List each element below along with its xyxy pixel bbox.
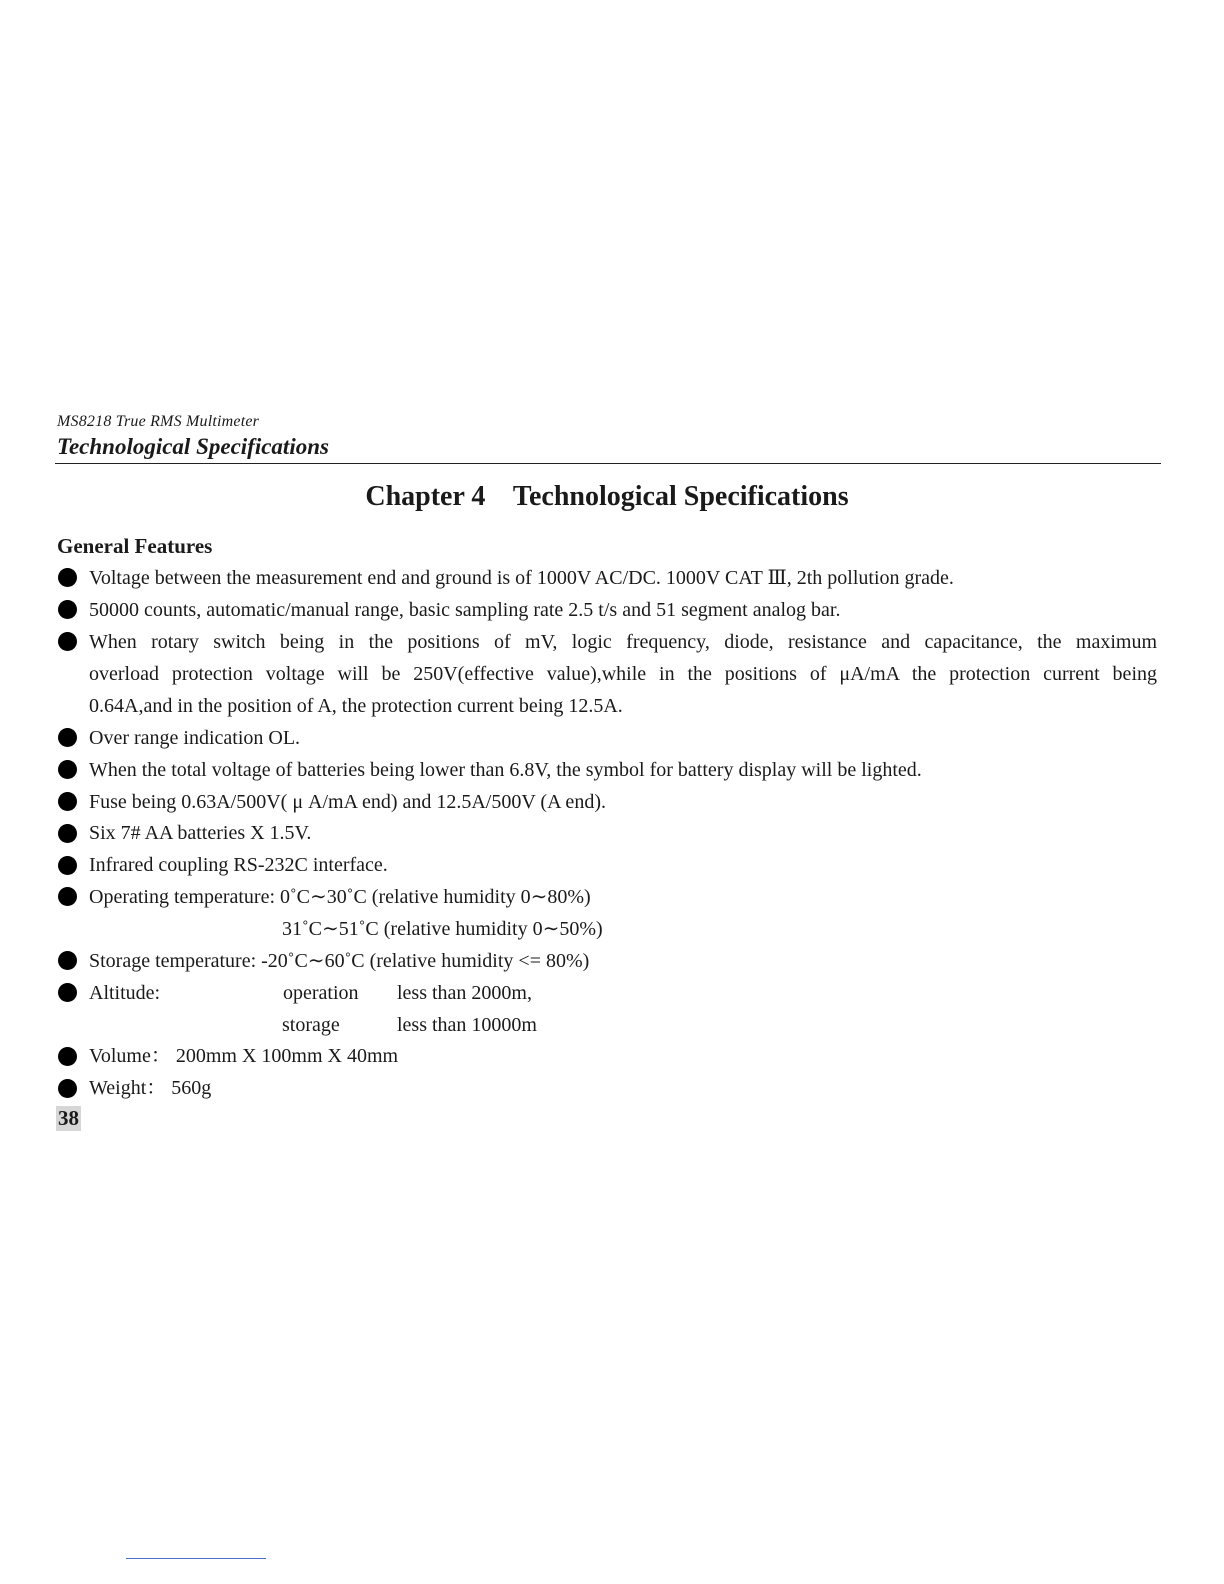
bullet-icon	[58, 887, 77, 906]
list-item: Infrared coupling RS-232C interface.	[89, 854, 388, 876]
altitude-value: less than 10000m	[397, 1014, 537, 1036]
list-item-line: 0.64A,and in the position of A, the protection current being 12.5A.	[89, 695, 623, 717]
chapter-title: Chapter 4 Technological Specifications	[365, 481, 849, 512]
bullet-icon	[58, 951, 77, 970]
footer-link-rule	[126, 1558, 266, 1559]
list-item: Weight： 560g	[89, 1077, 212, 1099]
altitude-mode: storage	[282, 1014, 340, 1036]
general-features-heading: General Features	[57, 534, 213, 558]
altitude-label: Altitude:	[89, 982, 161, 1004]
list-item-line: When rotary switch being in the positions of mV, logic frequency, diode, resistance and capacitance, the maximum	[89, 631, 1157, 653]
list-item: When the total voltage of batteries being lower than 6.8V, the symbol for battery display will be lighted.	[89, 759, 922, 781]
bullet-icon	[58, 824, 77, 843]
bullet-icon	[58, 600, 77, 619]
bullet-icon	[58, 760, 77, 779]
altitude-value: less than 2000m,	[397, 982, 532, 1004]
altitude-mode: operation	[283, 982, 359, 1004]
list-item: Operating temperature: 0˚C∼30˚C (relative humidity 0∼80%)	[89, 886, 591, 908]
list-item: Fuse being 0.63A/500V( μ A/mA end) and 12.5A/500V (A end).	[89, 791, 606, 813]
list-item: Over range indication OL.	[89, 727, 301, 749]
bullet-icon	[58, 983, 77, 1002]
bullet-icon	[58, 792, 77, 811]
section-title: Technological Specifications	[57, 434, 329, 459]
list-item-line: overload protection voltage will be 250V(effective value),while in the positions of μA/mA the protection current being	[89, 663, 1157, 685]
bullet-icon	[58, 1079, 77, 1098]
page-number: 38	[58, 1106, 79, 1130]
bullet-icon	[58, 632, 77, 651]
list-item: Volume： 200mm X 100mm X 40mm	[89, 1045, 399, 1067]
list-item-continuation: 31˚C∼51˚C (relative humidity 0∼50%)	[282, 918, 603, 940]
list-item: Storage temperature: -20˚C∼60˚C (relative humidity <= 80%)	[89, 950, 590, 972]
running-title: MS8218 True RMS Multimeter	[57, 413, 260, 430]
bullet-icon	[58, 1047, 77, 1066]
list-item: 50000 counts, automatic/manual range, basic sampling rate 2.5 t/s and 51 segment analog bar.	[89, 599, 841, 621]
bullet-icon	[58, 728, 77, 747]
list-item: Voltage between the measurement end and ground is of 1000V AC/DC. 1000V CAT Ⅲ, 2th pollution grade.	[89, 567, 954, 589]
bullet-icon	[58, 568, 77, 587]
list-item: Six 7# AA batteries X 1.5V.	[89, 822, 312, 844]
bullet-icon	[58, 856, 77, 875]
header-rule	[55, 463, 1161, 464]
